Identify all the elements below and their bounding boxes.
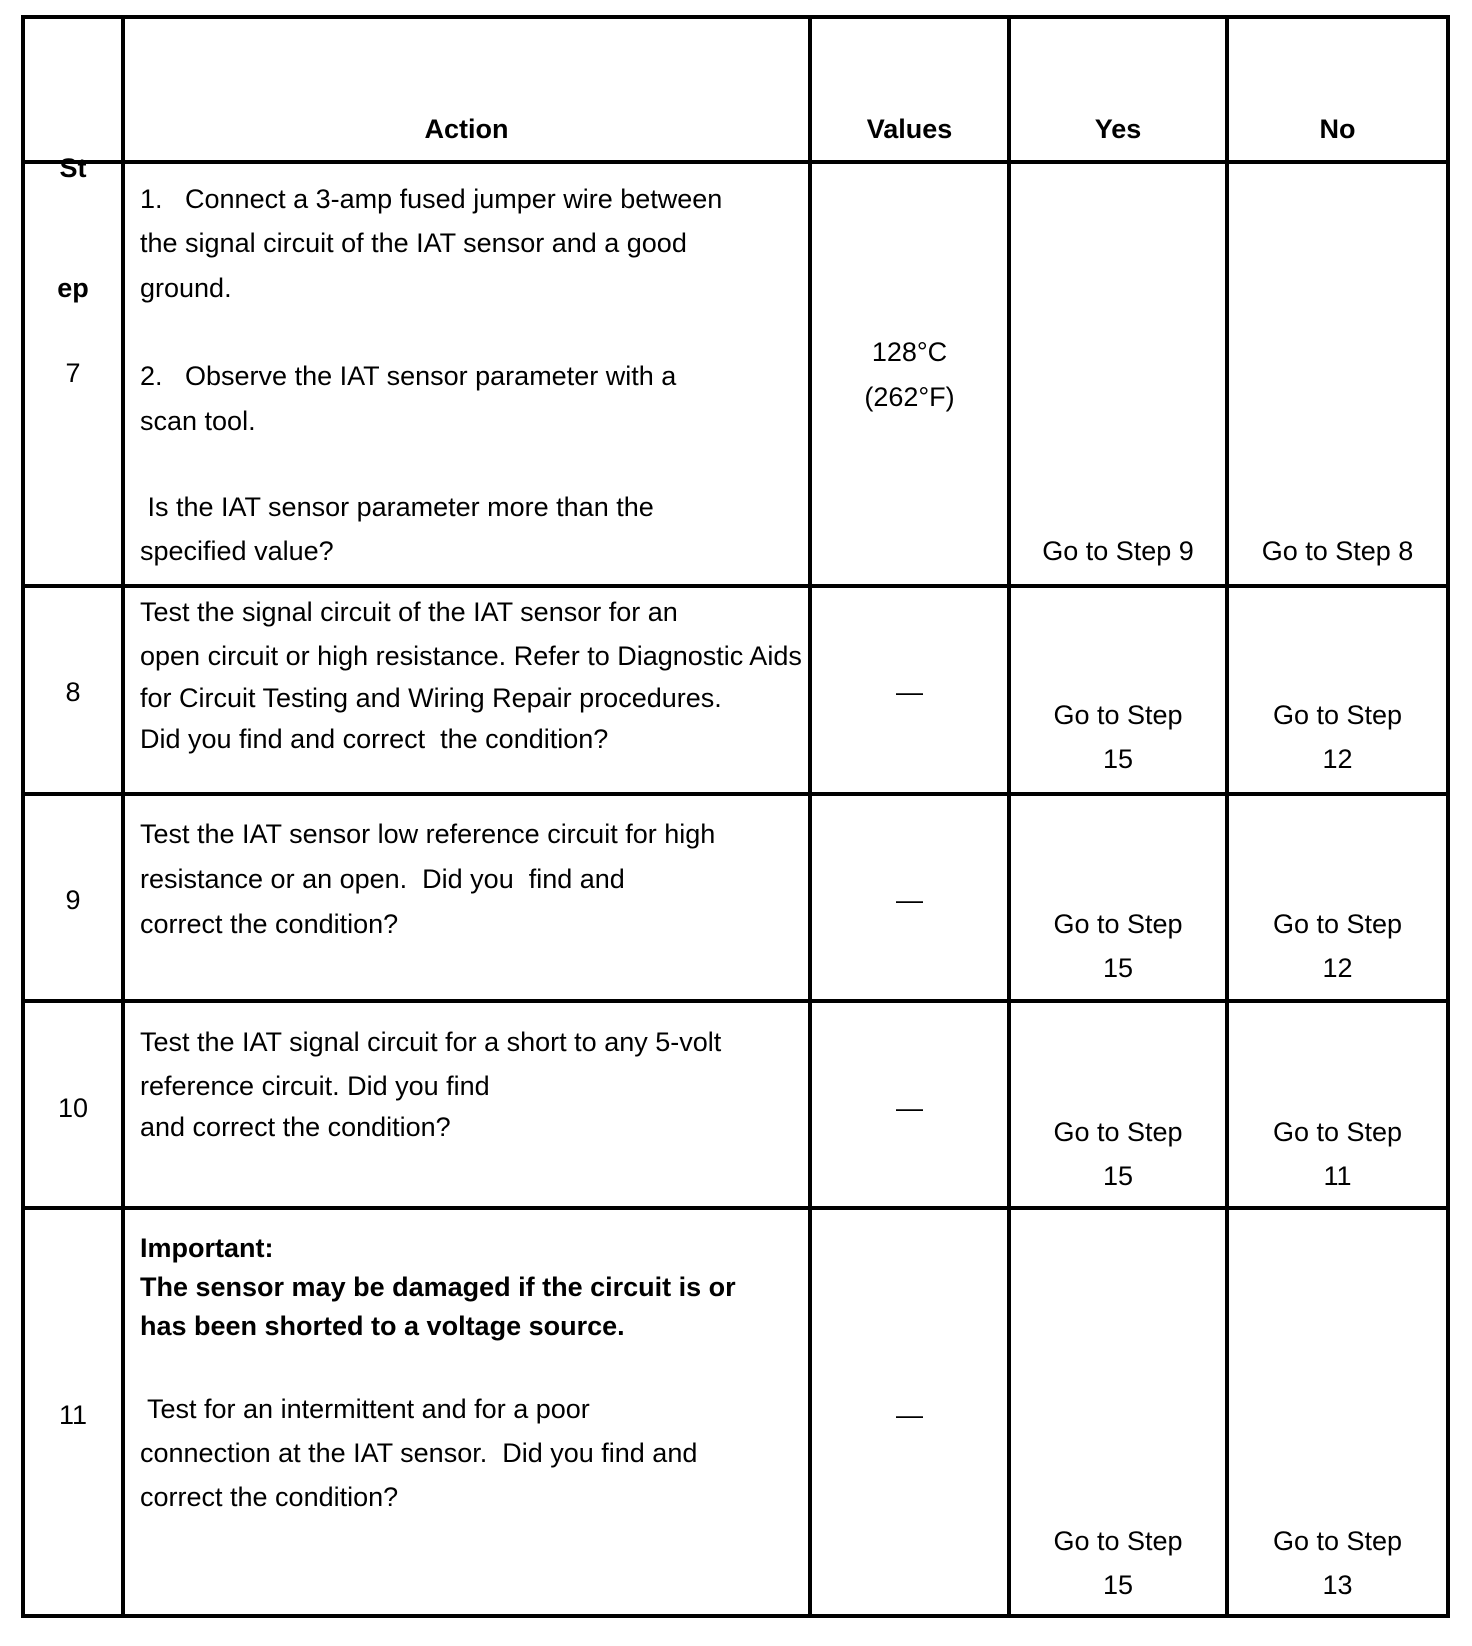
action-text: Did you find and correct the condition?	[140, 724, 609, 754]
action-text: correct the condition?	[140, 909, 399, 939]
value-cell: —	[896, 1093, 923, 1123]
yes-cell: Go to Step	[1053, 1117, 1183, 1147]
header-action: Action	[424, 114, 509, 144]
step-number: 7	[65, 358, 81, 388]
row-divider	[21, 999, 1450, 1003]
value-cell: (262°F)	[864, 382, 955, 412]
table-border-bottom	[21, 1614, 1450, 1618]
action-text: Test the IAT sensor low reference circuit for high	[140, 819, 716, 849]
yes-cell: Go to Step 9	[1042, 536, 1194, 566]
yes-cell: 15	[1102, 744, 1134, 774]
header-values: Values	[866, 114, 953, 144]
yes-cell: 15	[1102, 1161, 1134, 1191]
column-divider	[1225, 15, 1229, 1618]
yes-cell: 15	[1102, 953, 1134, 983]
action-text: Test the signal circuit of the IAT sensor for an	[140, 597, 678, 627]
header-step	[25, 68, 121, 388]
important-label: Important:	[140, 1233, 274, 1263]
table-border-top	[21, 15, 1450, 19]
row-divider	[21, 1206, 1450, 1210]
header-divider	[21, 160, 1450, 164]
yes-cell: Go to Step	[1053, 700, 1183, 730]
header-step-line2: ep	[57, 273, 89, 303]
step-number: 8	[65, 677, 81, 707]
row-divider	[21, 792, 1450, 796]
header-no: No	[1319, 114, 1356, 144]
action-text: correct the condition?	[140, 1482, 399, 1512]
value-cell: —	[896, 677, 923, 707]
action-text: open circuit or high resistance. Refer to Diagnostic Aids	[140, 641, 802, 671]
action-text: resistance or an open. Did you find and	[140, 864, 625, 894]
table-border-right	[1446, 15, 1450, 1618]
value-cell: —	[896, 885, 923, 915]
action-text: Test for an intermittent and for a poor	[140, 1394, 590, 1424]
no-cell: Go to Step	[1272, 909, 1403, 939]
important-note: The sensor may be damaged if the circuit is or	[140, 1272, 736, 1302]
action-text: scan tool.	[140, 406, 256, 436]
yes-cell: Go to Step	[1053, 909, 1183, 939]
no-cell: 13	[1322, 1570, 1353, 1600]
yes-cell: Go to Step	[1053, 1526, 1183, 1556]
no-cell: Go to Step	[1272, 1117, 1403, 1147]
action-text: 1. Connect a 3-amp fused jumper wire between	[140, 184, 723, 214]
action-text: for Circuit Testing and Wiring Repair procedures.	[140, 683, 722, 713]
step-number: 11	[58, 1400, 88, 1430]
column-divider	[808, 15, 812, 1618]
action-text: ground.	[140, 273, 232, 303]
no-cell: 12	[1322, 953, 1353, 983]
step-number: 9	[65, 885, 81, 915]
no-cell: Go to Step 8	[1261, 536, 1414, 566]
action-text: Is the IAT sensor parameter more than the	[140, 492, 654, 522]
column-divider	[121, 15, 125, 1618]
value-cell: 128°C	[871, 337, 948, 367]
action-text: connection at the IAT sensor. Did you find and	[140, 1438, 698, 1468]
no-cell: Go to Step	[1272, 700, 1403, 730]
action-text: reference circuit. Did you find	[140, 1071, 490, 1101]
value-cell: —	[896, 1400, 923, 1430]
header-yes: Yes	[1094, 114, 1142, 144]
no-cell: 12	[1322, 744, 1353, 774]
action-text: 2. Observe the IAT sensor parameter with a	[140, 361, 677, 391]
no-cell: 11	[1323, 1161, 1352, 1191]
header-step-line1: St	[59, 153, 87, 183]
action-text: and correct the condition?	[140, 1112, 451, 1142]
step-number: 10	[57, 1093, 89, 1123]
important-note: has been shorted to a voltage source.	[140, 1311, 625, 1341]
column-divider	[1007, 15, 1011, 1618]
row-divider	[21, 584, 1450, 588]
action-text: the signal circuit of the IAT sensor and a good	[140, 228, 687, 258]
action-text: Test the IAT signal circuit for a short to any 5-volt	[140, 1027, 722, 1057]
action-text: specified value?	[140, 536, 334, 566]
yes-cell: 15	[1102, 1570, 1134, 1600]
no-cell: Go to Step	[1272, 1526, 1403, 1556]
